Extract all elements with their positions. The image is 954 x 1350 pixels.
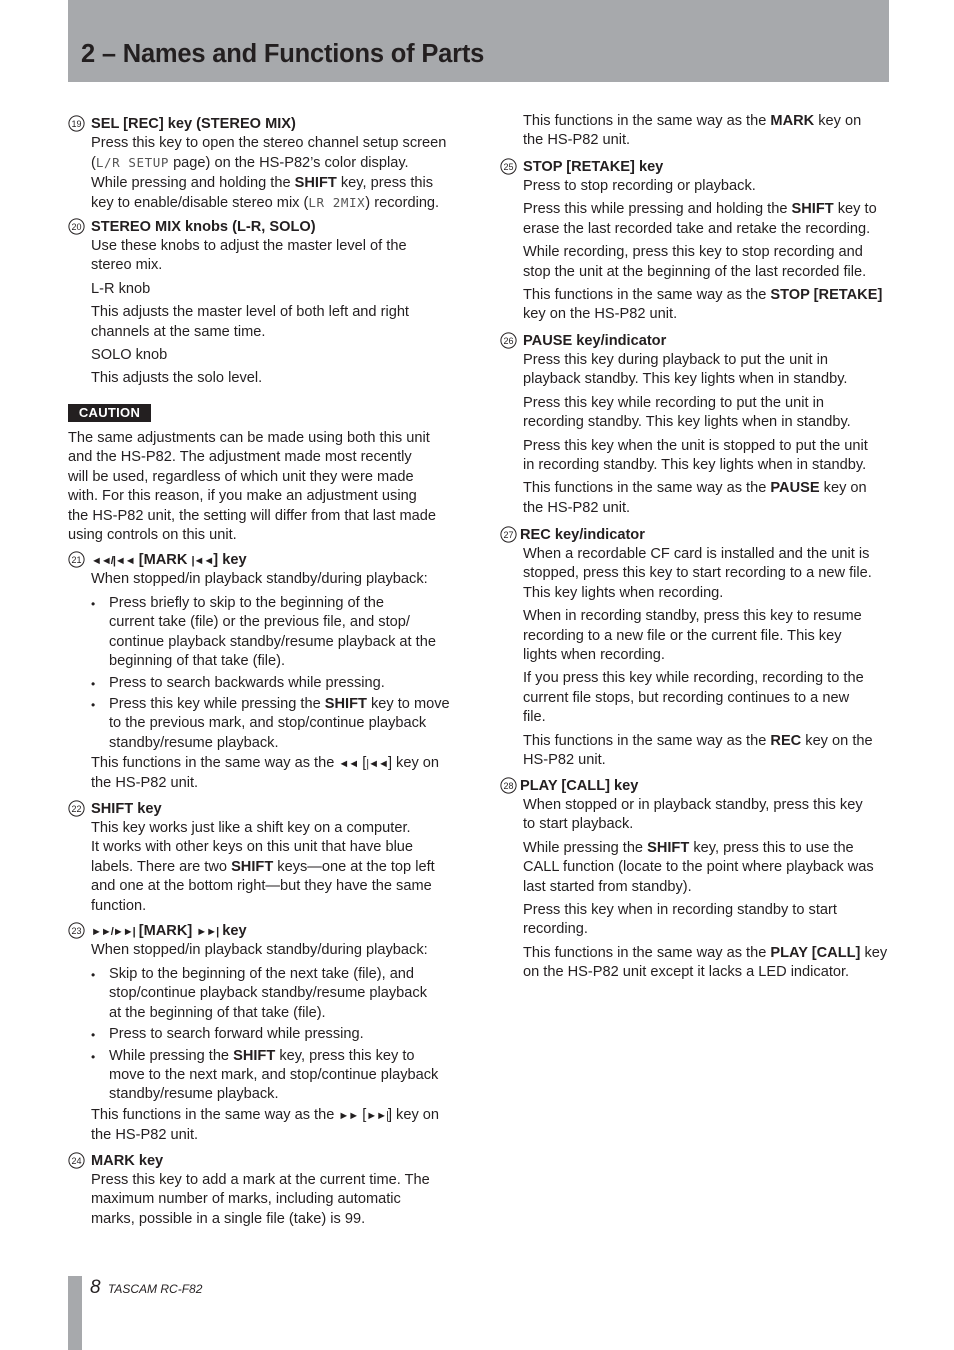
next-icon: ►►| — [366, 1110, 388, 1122]
next-icon: ►►| — [196, 926, 219, 938]
lcd-text: L/R SETUP — [95, 155, 170, 171]
circled-number-26 — [500, 332, 518, 350]
circled-number-21 — [68, 551, 86, 569]
circled-number-20 — [68, 218, 86, 236]
svg-text:24: 24 — [71, 1156, 82, 1166]
footer-brand: TASCAM RC-F82 — [107, 1282, 203, 1296]
item-25-body: Press to stop recording or playback. Press this while pressing and holding the SHIFT key to erase the last recorded take and retake the recording. While recording, press this key to stop recording and stop the unit at the beginning of the last recorded file. This functions in the same way as the STOP [RETAKE] key on the HS-P82 unit. — [523, 178, 883, 323]
item-27-title: REC key/indicator — [520, 527, 645, 543]
item-23-title: ►►/►►| [MARK] ►►| key — [91, 923, 247, 939]
item-22-body: This key works just like a shift key on a computer. It works with other keys on this unit that have blue labels. There are two SHIFT keys—one at the top left and one at the bottom right—but they have the same function. — [91, 820, 435, 914]
item-25-title: STOP [RETAKE] key — [523, 159, 664, 175]
item-20-body: Use these knobs to adjust the master level of the stereo mix. L-R knob This adjusts the master level of both left and right channels at the same time. SOLO knob This adjusts the solo level. — [91, 238, 409, 387]
page-footer — [90, 1277, 202, 1299]
prev-icon: |◄◄ — [191, 555, 214, 567]
circled-number-28 — [500, 777, 518, 795]
svg-text:25: 25 — [503, 162, 514, 172]
list-item: • Press this key while pressing the SHIFT key to move to the previous mark, and stop/continue playback standby/resume playback. — [91, 695, 463, 753]
circled-number-23 — [68, 922, 86, 940]
item-24-body: Press this key to add a mark at the current time. The maximum number of marks, including automatic marks, possible in a single file (take) is 99. — [91, 1172, 430, 1227]
list-item: • Press to search forward while pressing. — [91, 1025, 463, 1044]
item-24-continued: This functions in the same way as the MARK key on the HS-P82 unit. — [523, 113, 862, 149]
item-19-body: Press this key to open the stereo channel setup screen (L/R SETUP page) on the HS-P82’s color display. While pressing and holding the SHIFT key, press this key to enable/disable stereo mix (LR 2MIX) recording. — [91, 135, 447, 212]
circled-number-22 — [68, 800, 86, 818]
list-item: • Press briefly to skip to the beginning of the current take (file) or the previous file, and stop/ continue playback standby/resume playback at the beginning of that take (file). — [91, 594, 463, 672]
caution-body: The same adjustments can be made using both this unit and the HS-P82. The adjustment made most recently will be used, regardless of which unit they were made with. For this reason, if you make an adjustment using the HS-P82 unit, the setting will differ from that last made using controls on this unit. — [68, 430, 436, 544]
item-20-title: STEREO MIX knobs (L-R, SOLO) — [91, 219, 316, 235]
item-23-bullets — [91, 965, 463, 1105]
circled-number-19 — [68, 115, 86, 133]
item-21-note: This functions in the same way as the ◄◄ [|◄◄] key on the HS-P82 unit. — [91, 755, 440, 792]
item-22-title: SHIFT key — [91, 801, 162, 817]
page-number: 8 — [90, 1277, 101, 1298]
svg-text:22: 22 — [71, 804, 82, 814]
item-28-body: When stopped or in playback standby, press this key to start playback. While pressing the SHIFT key, press this to use the CALL function (locate to the point where playback was last started from standby). Press this key when in recording standby to start recording. This functions in the same way as the PLAY [CALL] key on the HS-P82 unit except it lacks a LED indicator. — [523, 797, 888, 981]
list-item: • While pressing the SHIFT key, press this key to move to the next mark, and stop/continue playback standby/resume playback. — [91, 1047, 463, 1105]
item-21-intro: When stopped/in playback standby/during playback: — [91, 571, 428, 587]
caution-label: CAUTION — [68, 404, 151, 422]
item-23-note: This functions in the same way as the ►► [►►|] key on the HS-P82 unit. — [91, 1107, 440, 1144]
circled-number-24 — [68, 1152, 86, 1170]
svg-text:28: 28 — [503, 781, 514, 791]
circled-number-27 — [500, 526, 518, 544]
rewind-prev-icon: ◄◄/|◄◄ — [91, 555, 135, 567]
svg-text:20: 20 — [71, 222, 82, 232]
page-header — [68, 0, 889, 82]
item-24-title: MARK key — [91, 1153, 164, 1169]
item-23-intro: When stopped/in playback standby/during playback: — [91, 942, 428, 958]
circled-number-25 — [500, 158, 518, 176]
item-21-title: ◄◄/|◄◄ [MARK |◄◄] key — [91, 552, 247, 568]
item-21-bullets — [91, 594, 463, 753]
item-19-title: SEL [REC] key (STEREO MIX) — [91, 116, 296, 132]
forward-next-icon: ►►/►►| — [91, 926, 135, 938]
item-26-body: Press this key during playback to put the unit in playback standby. This key lights when in standby. Press this key while recording to put the unit in recording standby. This key lights when in standby. Press this key when the unit is stopped to put the unit in recording standby. This key lights when in standby. This functions in the same way as the PAUSE key on the HS-P82 unit. — [523, 352, 868, 516]
svg-text:21: 21 — [71, 555, 82, 565]
svg-text:26: 26 — [503, 336, 514, 346]
forward-icon: ►► — [338, 1110, 359, 1122]
page-title: 2 – Names and Functions of Parts — [81, 40, 485, 68]
rewind-icon: ◄◄ — [338, 758, 359, 770]
item-28-title: PLAY [CALL] key — [520, 778, 639, 794]
list-item: • Press to search backwards while pressing. — [91, 674, 463, 693]
svg-text:27: 27 — [503, 530, 514, 540]
svg-text:23: 23 — [71, 926, 82, 936]
lcd-text: LR 2MIX — [308, 195, 366, 211]
svg-text:19: 19 — [71, 119, 82, 129]
prev-icon: |◄◄ — [366, 758, 388, 770]
footer-bar — [68, 1276, 82, 1350]
list-item: • Skip to the beginning of the next take (file), and stop/continue playback standby/resume playback at the beginning of that take (file). — [91, 965, 463, 1023]
item-27-body: When a recordable CF card is installed and the unit is stopped, press this key to start recording to a new file. This key lights when recording. When in recording standby, press this key to resume recording to a new file or the current file. This key lights when recording. If you press this key while recording, recording to the current file stops, but recording continues to a new file. This functions in the same way as the REC key on the HS-P82 unit. — [523, 546, 873, 769]
item-26-title: PAUSE key/indicator — [523, 333, 667, 349]
